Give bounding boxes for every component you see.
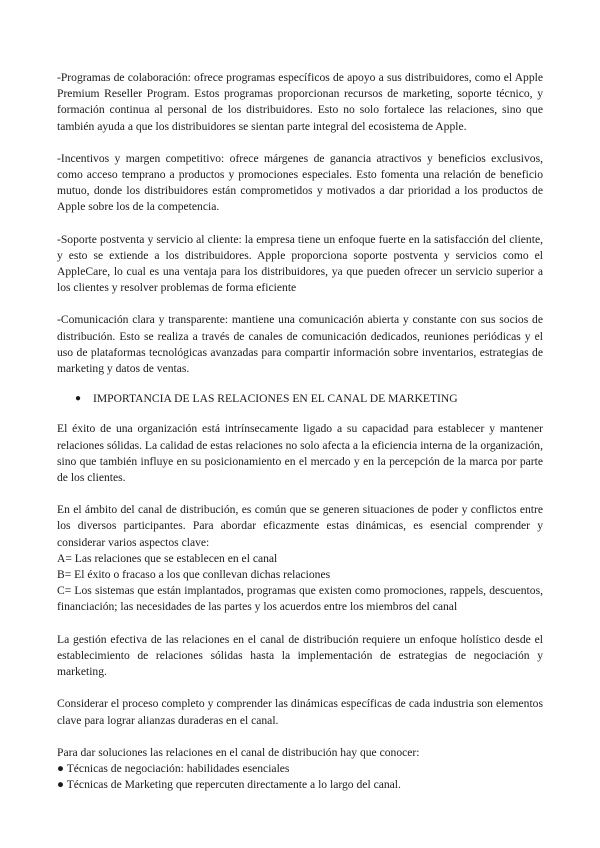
list-item-a: A= Las relaciones que se establecen en el canal bbox=[57, 551, 278, 565]
paragraph-effective-management: La gestión efectiva de las relaciones en el canal de distribución requiere un enfoque holístico desde el establecimiento de relaciones sólidas hasta la implementación de estrategias de negociación y marketing. bbox=[57, 632, 543, 679]
list-item-c: C= Los sistemas que están implantados, programas que existen como promociones, rappels, descuentos, financiación; las necesidades de las partes y los acuerdos entre los miembros del canal bbox=[57, 584, 543, 614]
paragraph-after-sales-support: -Soporte postventa y servicio al cliente: la empresa tiene un enfoque fuerte en la satisfacción del cliente, y esto se extiende a los distribuidores. Apple proporciona soporte postventa y servicios como el AppleCare, lo cual es una ventaja para los distribuidores, ya que pueden ofrecer un servicio superior a los clientes y resolver problemas de forma eficiente bbox=[57, 232, 543, 295]
paragraph-collaboration-programs: -Programas de colaboración: ofrece programas específicos de apoyo a sus distribuidores, como el Apple Premium Reseller Program. Estos programas proporcionan recursos de marketing, soporte técnico, y formación continua al personal de los distribuidores. Esto no solo fortalece las relaciones, sino que también ayuda a que los distribuidores se sientan parte integral del ecosistema de Apple. bbox=[57, 71, 543, 133]
section-heading-text: IMPORTANCIA DE LAS RELACIONES EN EL CANAL DE MARKETING bbox=[93, 392, 458, 406]
paragraph-incentives: -Incentivos y margen competitivo: ofrece márgenes de ganancia atractivos y beneficios exclusivos, como acceso temprano a productos y promociones especiales. Esto fomenta una relación de beneficio mutuo, donde los distribuidores están comprometidos y motivados a dar prioridad a los productos de Apple sobre los de la competencia. bbox=[57, 151, 543, 214]
document-page bbox=[57, 70, 543, 793]
paragraph-solutions-intro: Para dar soluciones las relaciones en el canal de distribución hay que conocer: bbox=[57, 745, 420, 759]
list-item-b: B= El éxito o fracaso a los que conllevan dichas relaciones bbox=[57, 568, 331, 582]
paragraph-distribution-channel: En el ámbito del canal de distribución, es común que se generen situaciones de poder y conflictos entre los diversos participantes. Para abordar eficazmente estas dinámicas, es esencial comprender y considerar varios aspectos clave: bbox=[57, 503, 543, 549]
bullet-icon: ● bbox=[75, 393, 82, 405]
section-heading bbox=[57, 391, 543, 407]
paragraph-success-relations: El éxito de una organización está intrínsecamente ligado a su capacidad para establecer y mantener relaciones sólidas. La calidad de estas relaciones no solo afecta a la eficiencia interna de la organización, sino que también influye en su posicionamiento en el mercado y en la percepción de la marca por parte de los clientes. bbox=[57, 422, 543, 485]
paragraph-communication: -Comunicación clara y transparente: mantiene una comunicación abierta y constante con sus socios de distribución. Esto se realiza a través de canales de comunicación dedicados, reuniones periódicas y el uso de plataformas tecnológicas avanzadas para compartir información sobre inventarios, estrategias de marketing y datos de ventas. bbox=[57, 313, 543, 376]
list-item-negotiation: ● Técnicas de negociación: habilidades esenciales bbox=[57, 761, 290, 775]
list-item-marketing: ● Técnicas de Marketing que repercuten directamente a lo largo del canal. bbox=[57, 778, 401, 792]
paragraph-complete-process: Considerar el proceso completo y comprender las dinámicas específicas de cada industria son elementos clave para lograr alianzas duraderas en el canal. bbox=[57, 697, 543, 727]
